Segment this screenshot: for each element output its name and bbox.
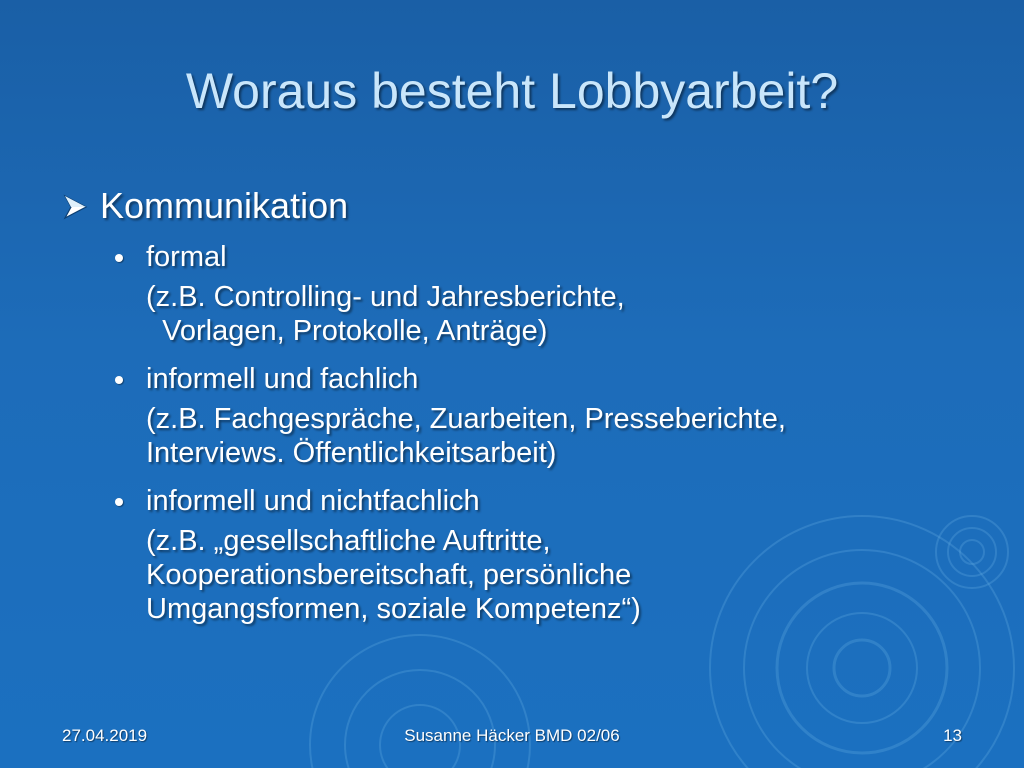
slide-content [62, 186, 962, 626]
sub-bullet-label: informell und nichtfachlich [146, 485, 480, 517]
footer-author: Susanne Häcker BMD 02/06 [404, 726, 620, 745]
sub-bullet-informell-fachlich [109, 362, 962, 396]
dot-bullet-icon [115, 498, 123, 506]
bullet-kommunikation [62, 186, 962, 226]
footer-date: 27.04.2019 [62, 726, 148, 745]
sub-bullet-note: (z.B. Controlling- und Jahresberichte, Vorlagen, Protokolle, Anträge) [146, 281, 625, 347]
bullet-label: Kommunikation [100, 185, 349, 226]
dot-bullet-icon [115, 376, 123, 384]
dot-bullet-icon [115, 254, 123, 262]
sub-bullet-note: (z.B. Fachgespräche, Zuarbeiten, Presseberichte, Interviews. Öffentlichkeitsarbeit) [146, 403, 786, 469]
sub-bullet-label: formal [146, 241, 227, 273]
arrow-bullet-icon [62, 194, 88, 220]
sub-bullet-informell-nichtfachlich [109, 484, 962, 518]
slide-title: Woraus besteht Lobbyarbeit? [185, 63, 839, 119]
footer-page-number: 13 [943, 726, 962, 745]
sub-bullet-formal [109, 240, 962, 274]
sub-bullet-note: (z.B. „gesellschaftliche Auftritte, Kooperationsbereitschaft, persönliche Umgangsformen, soziale Kompetenz“) [146, 525, 641, 625]
sub-bullet-label: informell und fachlich [146, 363, 419, 395]
